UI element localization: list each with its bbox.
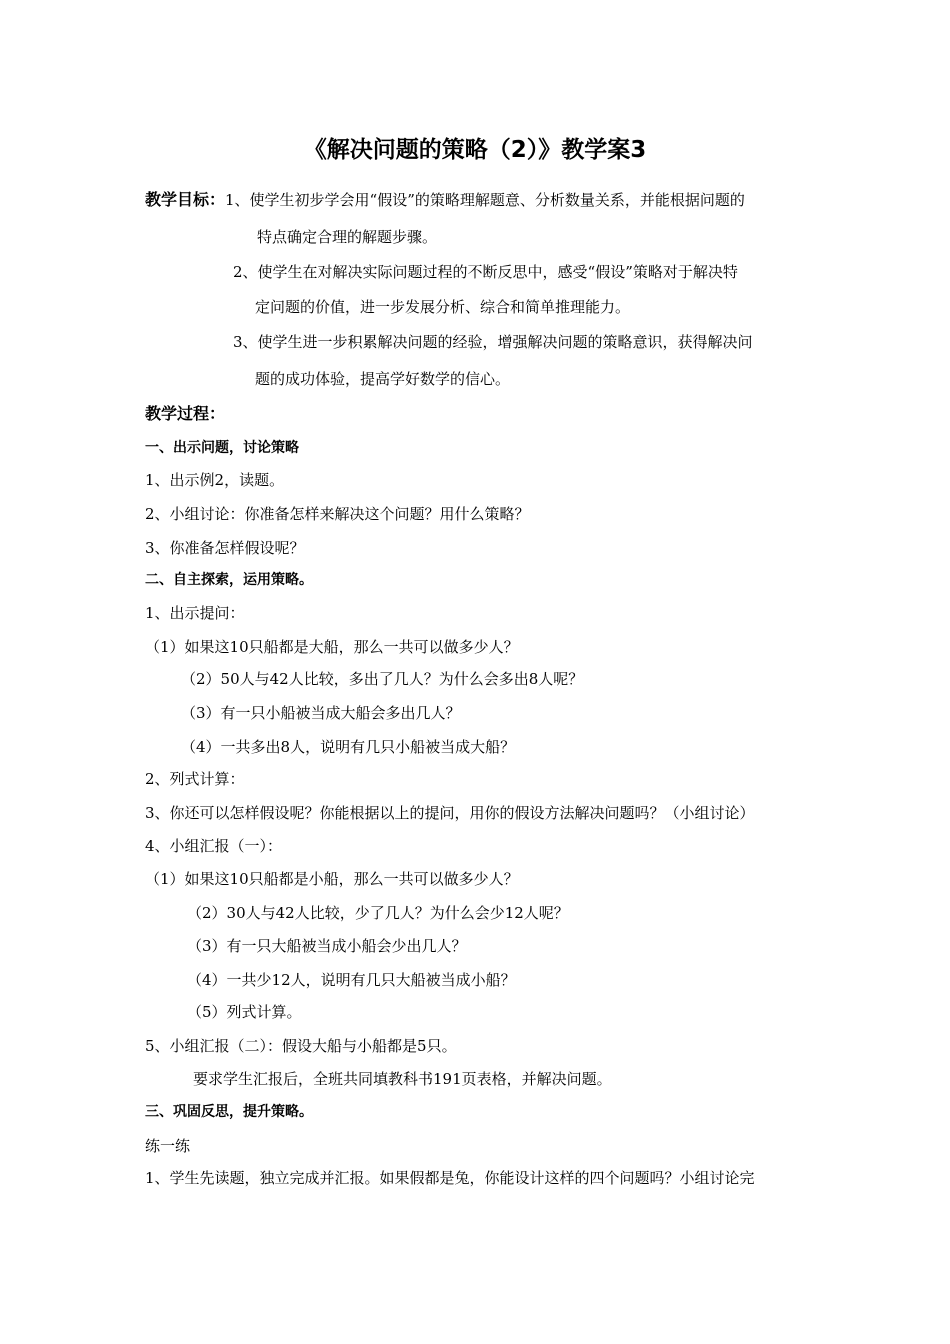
section2-report-3: （3）有一只大船被当成小船会少出几人？ xyxy=(187,937,467,955)
objective-2a: 2、使学生在对解决实际问题过程的不断反思中，感受“假设”策略对于解决特 xyxy=(233,263,738,281)
process-label: 教学过程： xyxy=(145,404,226,423)
section1-heading: 一、出示问题，讨论策略 xyxy=(145,440,299,456)
section2-question-4: （4）一共多出8人，说明有几只小船被当成大船？ xyxy=(181,738,516,756)
section3-heading: 三、巩固反思，提升策略。 xyxy=(145,1104,313,1120)
section2-heading: 二、自主探索，运用策略。 xyxy=(145,572,313,588)
objective-3a: 3、使学生进一步积累解决问题的经验，增强解决问题的策略意识，获得解决问 xyxy=(233,333,753,351)
document-title: 《解决问题的策略（2）》教学案3 xyxy=(303,137,647,163)
section1-line-2: 2、小组讨论：你准备怎样来解决这个问题？用什么策略？ xyxy=(145,505,530,523)
section2-line-5-note: 要求学生汇报后，全班共同填教科书191页表格，并解决问题。 xyxy=(193,1070,612,1088)
section2-report-4: （4）一共少12人，说明有几只大船被当成小船？ xyxy=(187,971,516,989)
section2-line-3: 3、你还可以怎样假设呢？你能根据以上的提问，用你的假设方法解决问题吗？（小组讨论） xyxy=(145,804,755,822)
section3-line-2: 1、学生先读题，独立完成并汇报。如果假都是兔，你能设计这样的四个问题吗？小组讨论完 xyxy=(145,1169,755,1187)
section1-line-3: 3、你准备怎样假设呢？ xyxy=(145,539,305,557)
section1-line-1: 1、出示例2，读题。 xyxy=(145,471,285,489)
section2-report-1: （1）如果这10只船都是小船，那么一共可以做多少人？ xyxy=(145,870,519,888)
section2-line-2: 2、列式计算： xyxy=(145,770,245,788)
section2-line-5: 5、小组汇报（二）：假设大船与小船都是5只。 xyxy=(145,1037,457,1055)
section2-line-4: 4、小组汇报（一）： xyxy=(145,837,283,855)
section2-question-3: （3）有一只小船被当成大船会多出几人？ xyxy=(181,704,461,722)
objective-1a: 1、使学生初步学会用“假设”的策略理解题意、分析数量关系，并能根据问题的 xyxy=(225,191,745,209)
section2-report-2: （2）30人与42人比较，少了几人？为什么会少12人呢？ xyxy=(187,904,569,922)
objectives-label: 教学目标： xyxy=(145,190,226,209)
objective-2b: 定问题的价值，进一步发展分析、综合和简单推理能力。 xyxy=(255,298,631,316)
section2-report-5: （5）列式计算。 xyxy=(187,1003,302,1021)
section2-line-1: 1、出示提问： xyxy=(145,604,245,622)
objective-3b: 题的成功体验，提高学好数学的信心。 xyxy=(255,370,511,388)
section3-line-1: 练一练 xyxy=(145,1137,191,1155)
section2-question-1: （1）如果这10只船都是大船，那么一共可以做多少人？ xyxy=(145,638,519,656)
objective-1b: 特点确定合理的解题步骤。 xyxy=(257,228,438,246)
section2-question-2: （2）50人与42人比较，多出了几人？为什么会多出8人呢？ xyxy=(181,670,584,688)
objectives-line-1 xyxy=(145,189,745,211)
